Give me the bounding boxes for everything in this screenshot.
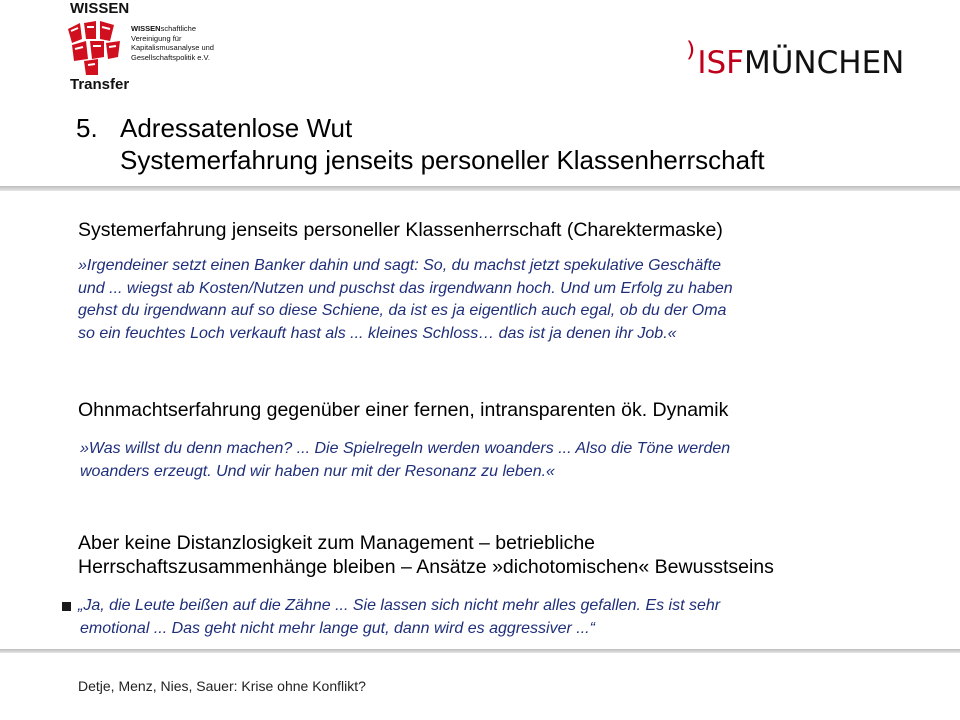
section-1-heading: Systemerfahrung jenseits personeller Klassenherrschaft (Charektermaske) bbox=[78, 219, 723, 241]
title-line-2: Systemerfahrung jenseits personeller Klassenherrschaft bbox=[120, 145, 765, 175]
isf-muenchen-logo bbox=[686, 36, 905, 86]
footer-divider bbox=[0, 649, 960, 653]
slide-title bbox=[76, 112, 765, 176]
footer-citation: Detje, Menz, Nies, Sauer: Krise ohne Konflikt? bbox=[78, 678, 366, 694]
logo-subtitle: WISSENschaftliche Vereinigung für Kapitalismusanalyse und Gesellschaftspolitik e.V. bbox=[131, 24, 214, 62]
isf-bracket-icon: ⁾ bbox=[686, 36, 696, 78]
wissentransfer-emblem-icon bbox=[64, 19, 128, 77]
section-2-quote: »Was willst du denn machen? ... Die Spielregeln werden woanders ... Also die Töne werden woanders erzeugt. Und wir haben nur mit der Resonanz zu leben.« bbox=[80, 440, 731, 480]
wissentransfer-logo bbox=[62, 0, 222, 92]
bullet-square-icon bbox=[62, 602, 71, 611]
logo-word-bottom: Transfer bbox=[70, 76, 130, 93]
section-3-quote: „Ja, die Leute beißen auf die Zähne ... Sie lassen sich nicht mehr alles gefallen. Es ist sehr emotional ... Das geht nicht mehr lange gut, dann wird es aggressiver ...“ bbox=[78, 597, 721, 637]
logo-word-top: WISSEN bbox=[70, 0, 130, 17]
section-1-quote: »Irgendeiner setzt einen Banker dahin und sagt: So, du machst jetzt spekulative Geschäfte und ... wiegst ab Kosten/Nutzen und puschst das irgendwann hoch. Und um Erfolg zu haben gehst du irgendwann auf so diese Schiene, da ist es ja eigentlich auch egal, ob du der Oma so ein feuchtes Loch verkauft hast als ... kleines Schloss… das ist ja denen ihr Job.« bbox=[78, 257, 733, 342]
title-number: 5. bbox=[76, 113, 98, 143]
isf-logo-text: ISFMÜNCHEN bbox=[697, 45, 905, 81]
section-2-heading: Ohnmachtserfahrung gegenüber einer fernen, intransparenten ök. Dynamik bbox=[78, 399, 729, 421]
title-divider bbox=[0, 186, 960, 191]
section-3-heading: Aber keine Distanzlosigkeit zum Management – betriebliche Herrschaftszusammenhänge bleiben – Ansätze »dichotomischen« Bewusstseins bbox=[78, 532, 774, 578]
title-line-1: Adressatenlose Wut bbox=[120, 113, 353, 143]
